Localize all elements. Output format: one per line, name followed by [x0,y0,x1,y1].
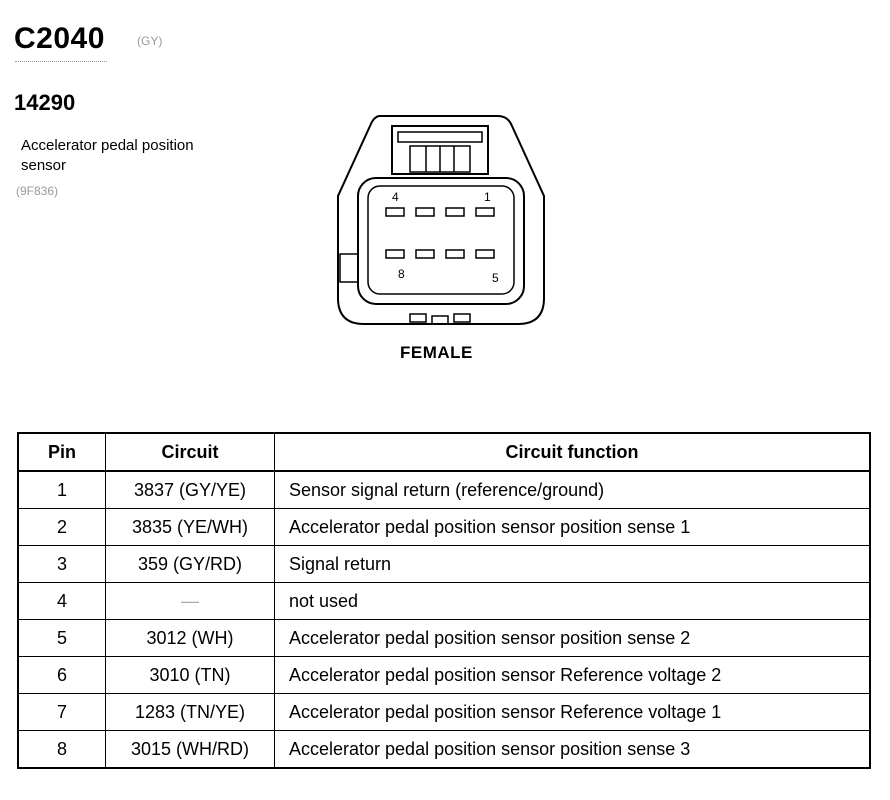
circuit-cell: — [106,583,275,620]
header-pin: Pin [18,433,106,471]
circuit-cell: 3010 (TN) [106,657,275,694]
terminal-6 [446,250,464,258]
function-cell: Signal return [275,546,871,583]
table-row [18,694,870,731]
pinout-table [17,432,871,769]
table-row [18,657,870,694]
terminal-5 [476,250,494,258]
pin-cell: 8 [18,731,106,769]
pin-cell: 5 [18,620,106,657]
pin-cell: 4 [18,583,106,620]
terminal-3 [416,208,434,216]
function-cell: Accelerator pedal position sensor Reference voltage 2 [275,657,871,694]
table-row [18,509,870,546]
bottom-key-right [454,314,470,322]
circuit-cell: 3837 (GY/YE) [106,471,275,509]
connector-face-diagram [330,112,552,332]
pin-cell: 6 [18,657,106,694]
terminal-2 [446,208,464,216]
circuit-cell: 3835 (YE/WH) [106,509,275,546]
pin-cell: 3 [18,546,106,583]
circuit-cell: 3015 (WH/RD) [106,731,275,769]
pin-label-8: 8 [398,267,405,281]
part-number: 14290 [14,90,76,115]
bottom-key-center [432,316,448,324]
connector-gender-label: FEMALE [400,343,473,362]
header-circuit: Circuit [106,433,275,471]
table-row [18,546,870,583]
pin-cell: 2 [18,509,106,546]
terminal-4 [386,208,404,216]
pin-cell: 1 [18,471,106,509]
pin-label-5: 5 [492,271,499,285]
connector-outer-housing [338,116,544,324]
pin-label-4: 4 [392,190,399,204]
divider [15,61,107,62]
function-cell: Accelerator pedal position sensor position sense 3 [275,731,871,769]
latch-inner [398,132,482,142]
table-row [18,583,870,620]
pin-cell: 7 [18,694,106,731]
function-cell: not used [275,583,871,620]
circuit-cell: 1283 (TN/YE) [106,694,275,731]
header-function: Circuit function [275,433,871,471]
table-row [18,471,870,509]
table-row [18,620,870,657]
function-cell: Accelerator pedal position sensor position sense 2 [275,620,871,657]
terminal-8 [386,250,404,258]
connector-id: C2040 [14,22,105,55]
terminal-1 [476,208,494,216]
bottom-key-left [410,314,426,322]
function-cell: Accelerator pedal position sensor position sense 1 [275,509,871,546]
table-row [18,731,870,769]
connector-inner-cavity [358,178,524,304]
terminal-7 [416,250,434,258]
function-cell: Sensor signal return (reference/ground) [275,471,871,509]
table-header-row [18,433,870,471]
component-code: (9F836) [16,184,59,198]
component-name: Accelerator pedal position sensor [21,137,194,174]
circuit-cell: 3012 (WH) [106,620,275,657]
side-lock [340,254,358,282]
connector-color: (GY) [137,34,163,48]
circuit-cell: 359 (GY/RD) [106,546,275,583]
function-cell: Accelerator pedal position sensor Reference voltage 1 [275,694,871,731]
pin-label-1: 1 [484,190,491,204]
